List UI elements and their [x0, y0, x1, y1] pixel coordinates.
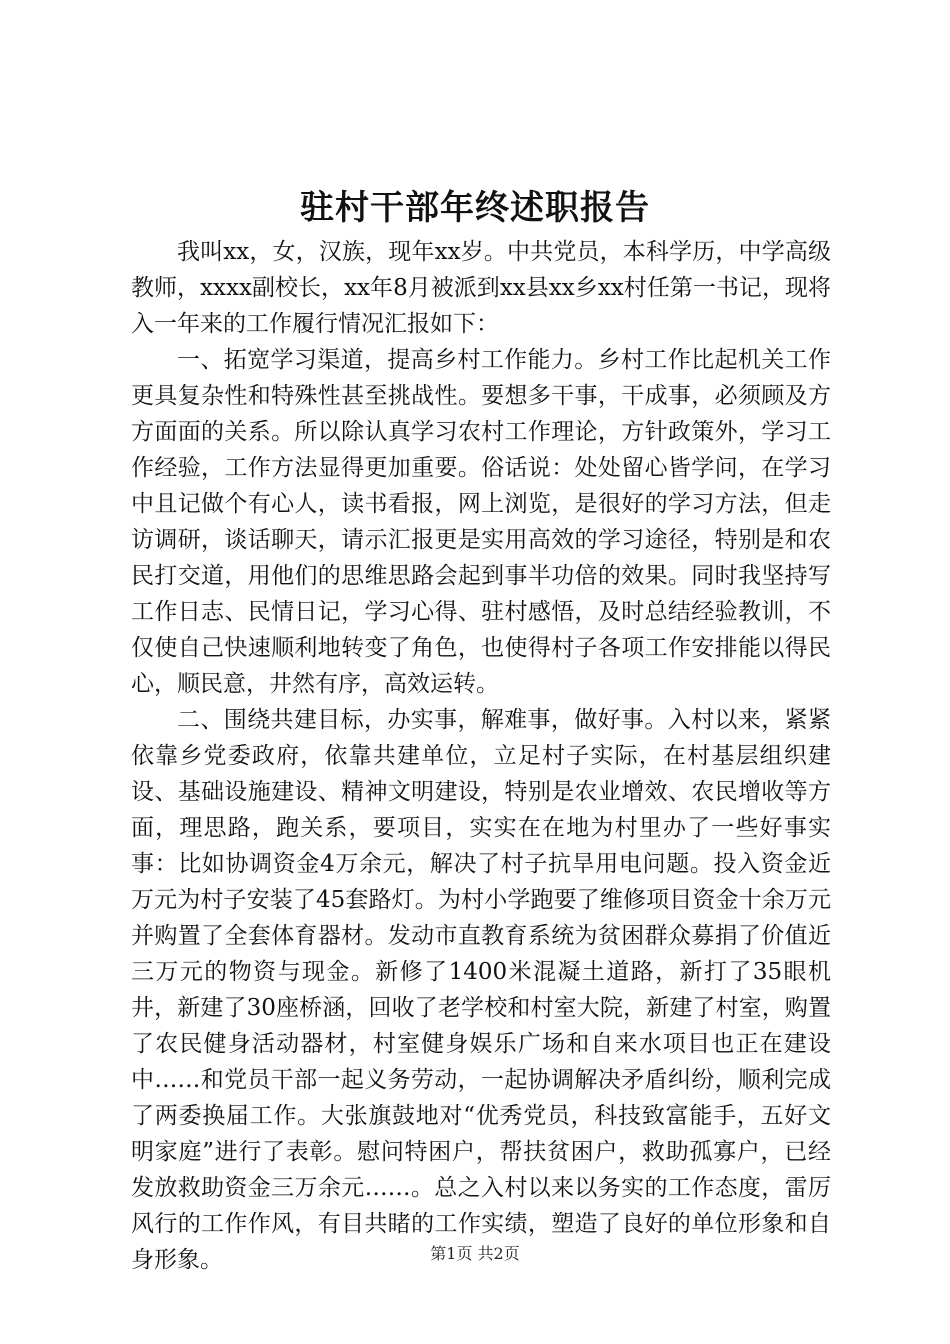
page-number-footer: 第1页 共2页 [430, 1244, 520, 1263]
paragraph-section-2: 二、围绕共建目标，办实事，解难事，做好事。入村以来，紧紧依靠乡党委政府，依靠共建单位，立足村子实际，在村基层组织建设、基础设施建设、精神文明建设，特别是农业增效、农民增收等方面，理思路，跑关系，要项目，实实在在地为村里办了一些好事实事：比如协调资金4万余元，解决了村子抗旱用电问题。投入资金近万元为村子安装了45套路灯。为村小学跑要了维修项目资金十余万元并购置了全套体育器材。发动市直教育系统为贫困群众募捐了价值近三万元的物资与现金。新修了1400米混凝土道路，新打了35眼机井，新建了30座桥涵，回收了老学校和村室大院，新建了村室，购置了农民健身活动器材，村室健身娱乐广场和自来水项目也正在建设中……和党员干部一起义务劳动，一起协调解决矛盾纠纷，顺利完成了两委换届工作。大张旗鼓地对“优秀党员，科技致富能手，五好文明家庭”进行了表彰。慰问特困户，帮扶贫困户，救助孤寡户，已经发放救助资金三万余元……。总之入村以来以务实的工作态度，雷厉风行的工作作风，有目共睹的工作实绩，塑造了良好的单位形象和自身形象。 [131, 707, 831, 1273]
paragraph-section-1: 一、拓宽学习渠道，提高乡村工作能力。乡村工作比起机关工作更具复杂性和特殊性甚至挑战性。要想多干事，干成事，必须顾及方方面面的关系。所以除认真学习农村工作理论，方针政策外，学习工作经验，工作方法显得更加重要。俗话说：处处留心皆学问，在学习中且记做个有心人，读书看报，网上浏览，是很好的学习方法，但走访调研，谈话聊天，请示汇报更是实用高效的学习途径，特别是和农民打交道，用他们的思维思路会起到事半功倍的效果。同时我坚持写工作日志、民情日记，学习心得、驻村感悟，及时总结经验教训，不仅使自己快速顺利地转变了角色，也使得村子各项工作安排能以得民心，顺民意，井然有序，高效运转。 [131, 347, 831, 697]
document-title: 驻村干部年终述职报告 [300, 188, 650, 228]
document-body [131, 234, 831, 1278]
paragraph-intro: 我叫xx，女，汉族，现年xx岁。中共党员，本科学历，中学高级教师，xxxx副校长，xx年8月被派到xx县xx乡xx村任第一书记，现将入一年来的工作履行情况汇报如下： [131, 239, 831, 337]
